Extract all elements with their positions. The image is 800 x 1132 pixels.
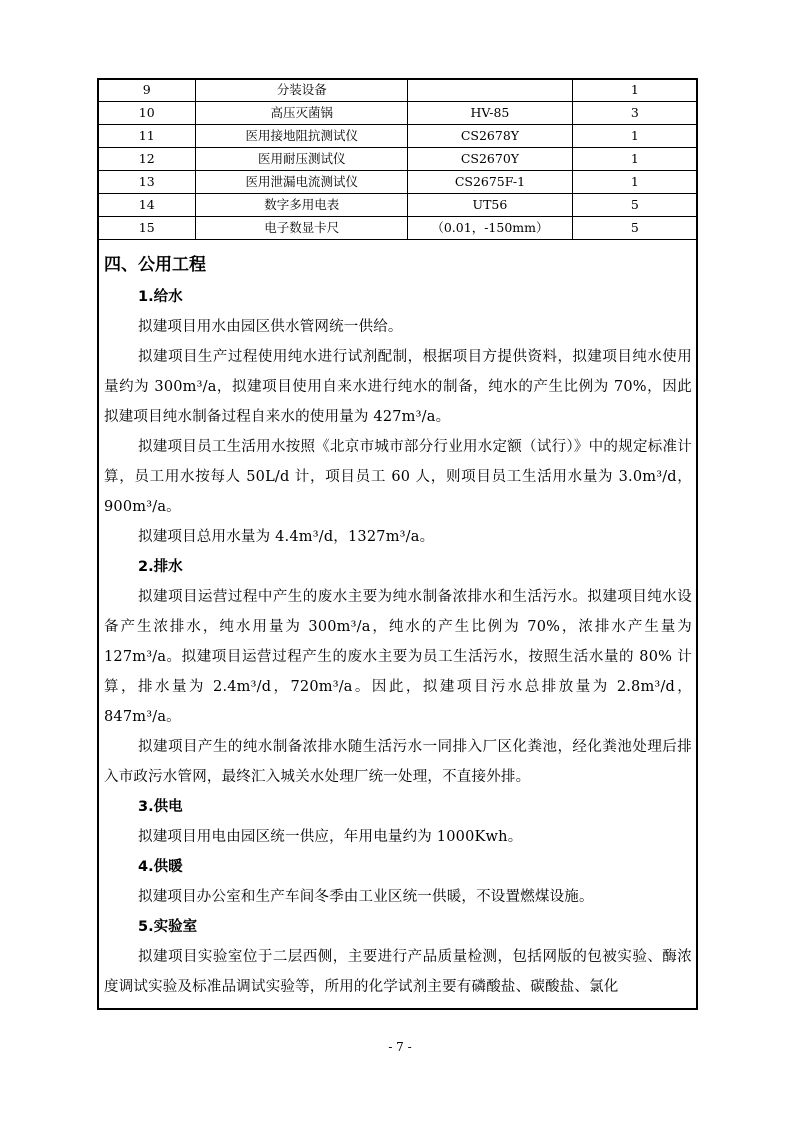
water-supply-para-3: 拟建项目员工生活用水按照《北京市城市部分行业用水定额（试行）》中的规定标准计算，员工用水按每人 50L/d 计，项目员工 60 人，则项目员工生活用水量为 3.0m³/d，900m³/a。 [104,439,692,515]
equipment-name: 医用泄漏电流测试仪 [196,171,408,194]
table-row [98,102,698,125]
equipment-quantity: 1 [572,148,697,171]
equipment-name: 数字多用电表 [196,194,408,217]
equipment-model: CS2675F-1 [408,171,573,194]
power-heading: 3.供电 [138,799,183,815]
equipment-model: CS2678Y [408,125,573,148]
equipment-quantity: 5 [572,217,697,240]
drainage-para-1: 拟建项目运营过程中产生的废水主要为纯水制备浓排水和生活污水。拟建项目纯水设备产生浓排水，纯水用量为 300m³/a，纯水的产生比例为 70%，浓排水产生量为 127m³/a。拟建项目运营过程产生的废水主要为员工生活污水，按照生活水量的 80% 计算，排水量为 2.4m³/d，720m³/a。因此，拟建项目污水总排放量为 2.8m³/d，847m³/a。 [104,589,692,725]
row-number: 11 [98,125,196,148]
equipment-quantity: 5 [572,194,697,217]
power-para-1: 拟建项目用电由园区统一供应，年用电量约为 1000Kwh。 [138,829,523,845]
page-number: - 7 - [388,1040,412,1054]
heating-heading: 4.供暖 [138,859,183,875]
water-supply-para-1: 拟建项目用水由园区供水管网统一供给。 [138,319,403,335]
table-row [98,148,698,171]
equipment-quantity: 3 [572,102,697,125]
table-row [98,79,698,102]
table-row [98,171,698,194]
equipment-model: UT56 [408,194,573,217]
lab-para-1: 拟建项目实验室位于二层西侧，主要进行产品质量检测，包括网版的包被实验、酶浓度调试实验及标准品调试实验等，所用的化学试剂主要有磷酸盐、碳酸盐、氯化 [104,949,692,995]
row-number: 9 [98,79,196,102]
equipment-name: 高压灭菌锅 [196,102,408,125]
section-title: 四、公用工程 [104,255,206,275]
drainage-heading: 2.排水 [138,559,183,575]
table-row [98,194,698,217]
heating-para-1: 拟建项目办公室和生产车间冬季由工业区统一供暖，不设置燃煤设施。 [138,889,594,905]
equipment-quantity: 1 [572,79,697,102]
equipment-name: 分装设备 [196,79,408,102]
equipment-model: HV-85 [408,102,573,125]
lab-heading: 5.实验室 [138,919,198,935]
table-row [98,217,698,240]
row-number: 15 [98,217,196,240]
equipment-model: （0.01，-150mm） [408,217,573,240]
equipment-table [97,78,698,240]
equipment-name: 电子数显卡尺 [196,217,408,240]
equipment-name: 医用接地阻抗测试仪 [196,125,408,148]
row-number: 12 [98,148,196,171]
drainage-para-2: 拟建项目产生的纯水制备浓排水随生活污水一同排入厂区化粪池，经化粪池处理后排入市政污水管网，最终汇入城关水处理厂统一处理，不直接外排。 [104,739,692,785]
row-number: 13 [98,171,196,194]
table-row [98,125,698,148]
equipment-name: 医用耐压测试仪 [196,148,408,171]
row-number: 10 [98,102,196,125]
utilities-section [104,248,692,1002]
equipment-model [408,79,573,102]
water-supply-heading: 1.给水 [138,289,183,305]
equipment-quantity: 1 [572,125,697,148]
equipment-model: CS2670Y [408,148,573,171]
equipment-quantity: 1 [572,171,697,194]
water-supply-para-4: 拟建项目总用水量为 4.4m³/d，1327m³/a。 [138,529,435,545]
row-number: 14 [98,194,196,217]
water-supply-para-2: 拟建项目生产过程使用纯水进行试剂配制，根据项目方提供资料，拟建项目纯水使用量约为 300m³/a，拟建项目使用自来水进行纯水的制备，纯水的产生比例为 70%，因此拟建项目纯水制备过程自来水的使用量为 427m³/a。 [104,349,692,425]
